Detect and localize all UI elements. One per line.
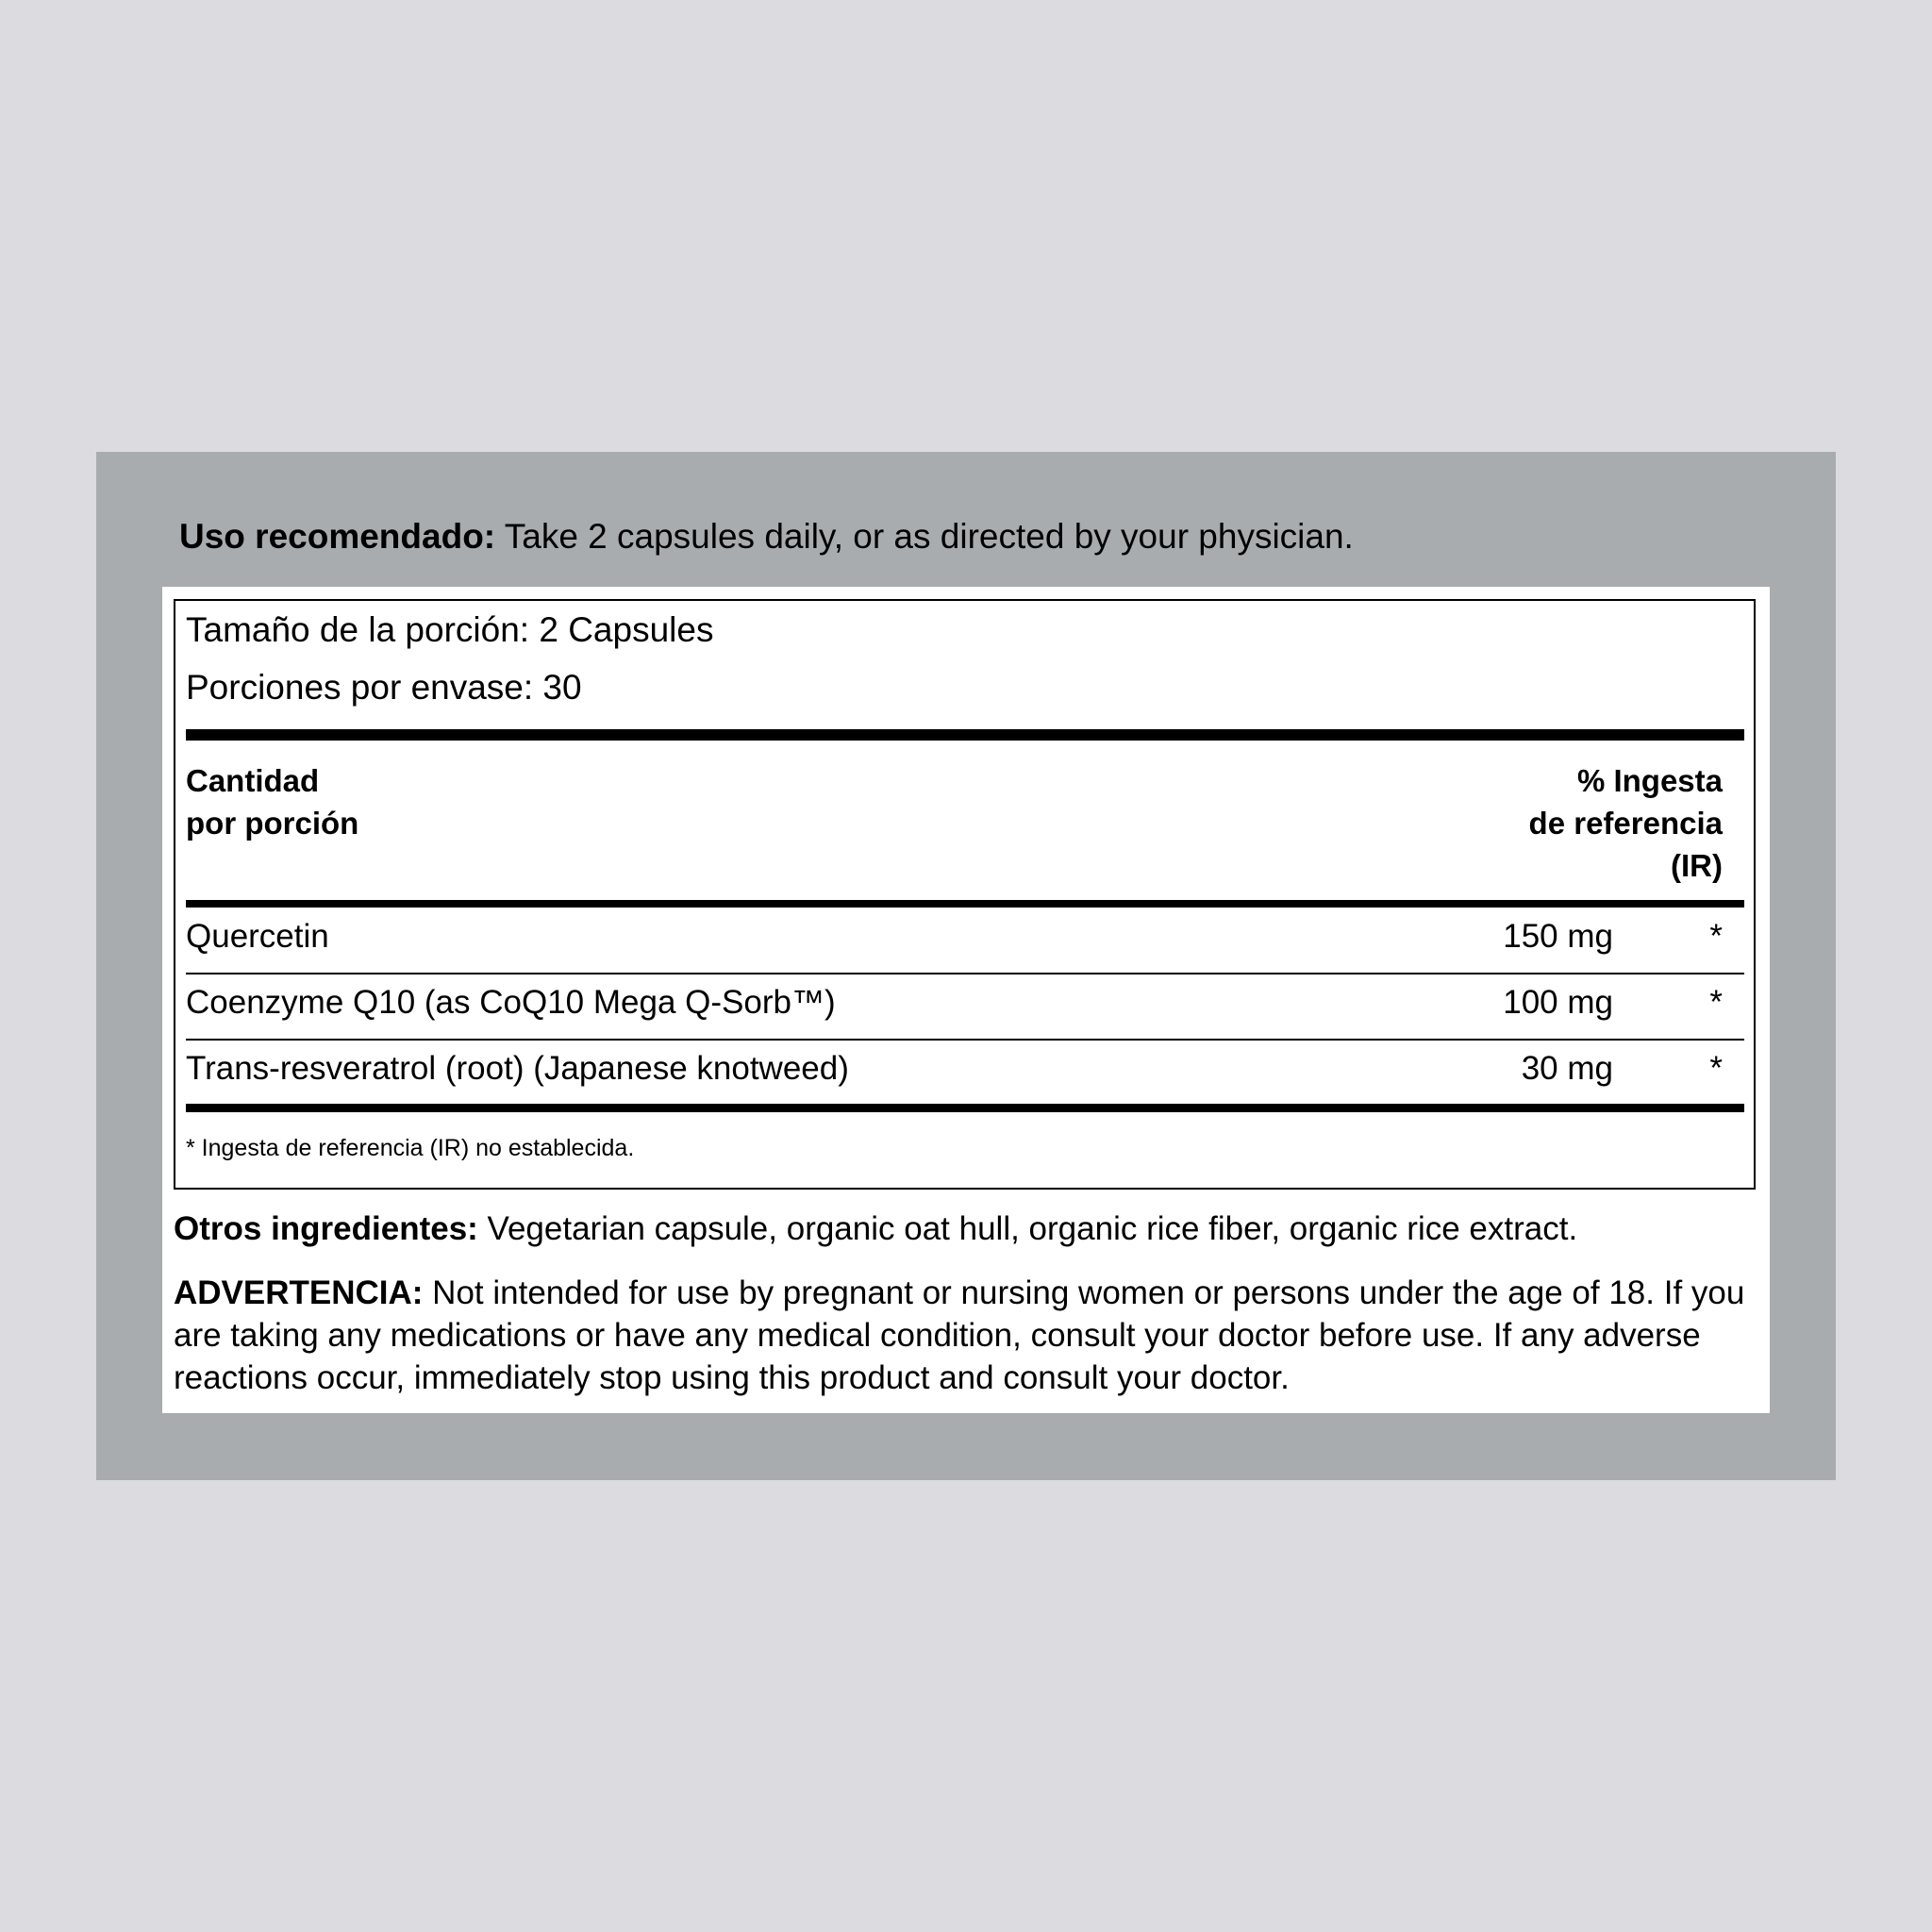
- warning: [174, 1272, 1758, 1399]
- amount-per-serving-header: [186, 759, 358, 844]
- row-divider: [186, 973, 1744, 974]
- row-divider: [186, 1039, 1744, 1041]
- other-ingredients-label: Otros ingredientes:: [174, 1210, 478, 1247]
- ingredient-amount: 150 mg: [1503, 918, 1613, 955]
- ingredient-name: Trans-resveratrol (root) (Japanese knotweed): [186, 1050, 849, 1087]
- other-ingredients: [174, 1208, 1577, 1251]
- recommended-use-label: Uso recomendado:: [179, 517, 496, 556]
- ingredient-amount: 30 mg: [1521, 1050, 1613, 1087]
- thick-rule-top: [186, 729, 1744, 741]
- recommended-use-text: Take 2 capsules daily, or as directed by your physician.: [495, 517, 1354, 556]
- ri-header-line1: % Ingesta: [1576, 763, 1723, 798]
- other-ingredients-text: Vegetarian capsule, organic oat hull, organic rice fiber, organic rice extract.: [477, 1210, 1578, 1247]
- footnote: * Ingesta de referencia (IR) no establecida.: [186, 1135, 635, 1161]
- ingredient-ri: *: [1709, 918, 1723, 955]
- recommended-use: [179, 514, 1354, 559]
- servings-per-container: Porciones por envase: 30: [186, 668, 582, 707]
- warning-label: ADVERTENCIA:: [174, 1274, 424, 1311]
- ri-header-line3: (IR): [1671, 848, 1723, 883]
- ingredient-name: Coenzyme Q10 (as CoQ10 Mega Q-Sorb™): [186, 984, 836, 1021]
- medium-rule: [186, 900, 1744, 908]
- ri-header-line2: de referencia: [1528, 806, 1723, 841]
- ingredient-name: Quercetin: [186, 918, 329, 955]
- amount-header-line1: Cantidad: [186, 763, 320, 798]
- ingredient-ri: *: [1709, 1050, 1723, 1087]
- ingredient-amount: 100 mg: [1503, 984, 1613, 1021]
- serving-size: Tamaño de la porción: 2 Capsules: [186, 610, 714, 649]
- ingredient-ri: *: [1709, 984, 1723, 1021]
- amount-header-line2: por porción: [186, 806, 359, 841]
- warning-text: Not intended for use by pregnant or nursing women or persons under the age of 18. If you are taking any medications or have any medical condition, consult your doctor before use. If any adverse reactions occur, immediately stop using this product and consult your doctor.: [174, 1274, 1745, 1396]
- thick-rule-bottom: [186, 1104, 1744, 1112]
- reference-intake-header: [1529, 759, 1723, 887]
